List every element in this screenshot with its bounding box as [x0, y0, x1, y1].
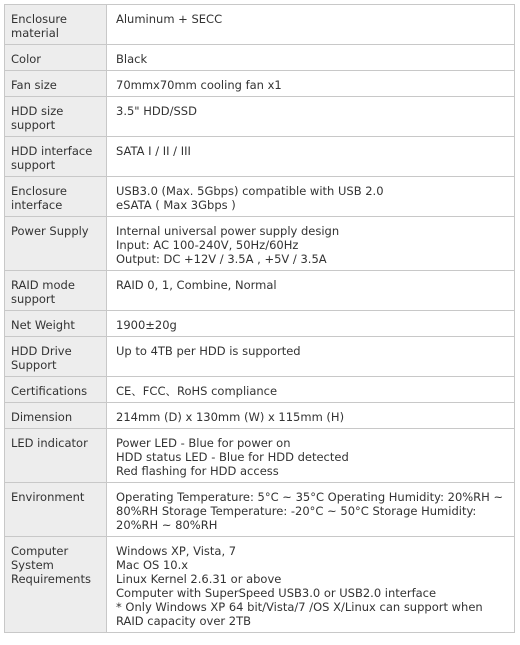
- spec-value-line: Up to 4TB per HDD is supported: [116, 344, 301, 358]
- spec-row: [5, 403, 515, 429]
- spec-value: [107, 177, 515, 217]
- spec-label: Net Weight: [5, 311, 107, 337]
- spec-label: RAID mode support: [5, 271, 107, 311]
- spec-value-line: 3.5" HDD/SSD: [116, 104, 197, 118]
- spec-row: [5, 429, 515, 483]
- spec-label: HDD size support: [5, 97, 107, 137]
- spec-value-line: Red flashing for HDD access: [116, 464, 279, 478]
- spec-value: [107, 71, 515, 97]
- spec-value-line: RAID 0, 1, Combine, Normal: [116, 278, 277, 292]
- spec-value: [107, 403, 515, 429]
- spec-value-line: SATA I / II / III: [116, 144, 191, 158]
- spec-value-line: Mac OS 10.x: [116, 558, 189, 572]
- spec-value-line: 1900±20g: [116, 318, 177, 332]
- spec-value-line: 214mm (D) x 130mm (W) x 115mm (H): [116, 410, 345, 424]
- spec-value-line: Windows XP, Vista, 7: [116, 544, 237, 558]
- spec-value: [107, 483, 515, 537]
- spec-value-line: Computer with SuperSpeed USB3.0 or USB2.0 interface: [116, 586, 437, 600]
- spec-value: [107, 429, 515, 483]
- spec-value: [107, 377, 515, 403]
- spec-row: [5, 137, 515, 177]
- spec-value: [107, 97, 515, 137]
- spec-value-line: Linux Kernel 2.6.31 or above: [116, 572, 282, 586]
- spec-value-line: USB3.0 (Max. 5Gbps) compatible with USB 2.0: [116, 184, 384, 198]
- spec-row: [5, 5, 515, 45]
- spec-value: [107, 217, 515, 271]
- spec-row: [5, 311, 515, 337]
- spec-row: [5, 337, 515, 377]
- spec-value-line: Power LED - Blue for power on: [116, 436, 291, 450]
- spec-label: Certifications: [5, 377, 107, 403]
- spec-label: Power Supply: [5, 217, 107, 271]
- spec-label: Color: [5, 45, 107, 71]
- spec-value-line: CE、FCC、RoHS compliance: [116, 384, 278, 398]
- spec-value-line: Black: [116, 52, 148, 66]
- spec-label: HDD Drive Support: [5, 337, 107, 377]
- spec-value: [107, 311, 515, 337]
- spec-value-line: Output: DC +12V / 3.5A , +5V / 3.5A: [116, 252, 327, 266]
- specifications-table: [4, 4, 515, 633]
- spec-value: [107, 537, 515, 633]
- spec-value: [107, 271, 515, 311]
- spec-value-line: 70mmx70mm cooling fan x1: [116, 78, 282, 92]
- spec-row: [5, 97, 515, 137]
- spec-value-line: HDD status LED - Blue for HDD detected: [116, 450, 349, 464]
- spec-value-line: Aluminum + SECC: [116, 12, 223, 26]
- spec-value-line: * Only Windows XP 64 bit/Vista/7 /OS X/Linux can support when RAID capacity over 2TB: [116, 600, 483, 628]
- spec-label: Enclosure interface: [5, 177, 107, 217]
- spec-row: [5, 483, 515, 537]
- spec-label: Fan size: [5, 71, 107, 97]
- spec-label: Environment: [5, 483, 107, 537]
- spec-label: Computer System Requirements: [5, 537, 107, 633]
- spec-row: [5, 177, 515, 217]
- spec-value-line: eSATA ( Max 3Gbps ): [116, 198, 236, 212]
- spec-value: [107, 137, 515, 177]
- spec-label: LED indicator: [5, 429, 107, 483]
- spec-value: [107, 5, 515, 45]
- spec-row: [5, 71, 515, 97]
- spec-row: [5, 377, 515, 403]
- spec-value-line: Operating Temperature: 5°C ~ 35°C Operating Humidity: 20%RH ~ 80%RH Storage Temperature: -20°C ~ 50°C Storage Humidity: 20%RH ~ 80%RH: [116, 490, 504, 532]
- spec-row: [5, 217, 515, 271]
- spec-value: [107, 45, 515, 71]
- spec-label: Enclosure material: [5, 5, 107, 45]
- spec-label: HDD interface support: [5, 137, 107, 177]
- spec-value-line: Input: AC 100-240V, 50Hz/60Hz: [116, 238, 299, 252]
- spec-row: [5, 537, 515, 633]
- spec-row: [5, 271, 515, 311]
- spec-value: [107, 337, 515, 377]
- spec-label: Dimension: [5, 403, 107, 429]
- spec-row: [5, 45, 515, 71]
- spec-value-line: Internal universal power supply design: [116, 224, 340, 238]
